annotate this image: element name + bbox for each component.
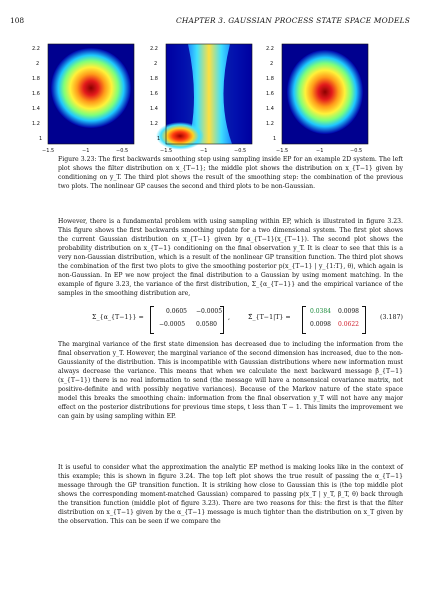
plot-left-svg bbox=[30, 40, 140, 158]
page-number: 108 bbox=[10, 16, 25, 25]
ytick: 2.2 bbox=[150, 46, 158, 52]
matrix-cell: 0.0605 bbox=[166, 308, 187, 315]
matrix-cell: −0.0005 bbox=[159, 321, 186, 328]
figure-caption: Figure 3.23: The first backwards smoothing step using sampling inside EP for an example 2D system. The left plot shows the filter distribution on x_{T−1}; the middle plot shows the distribution on x_{T−1} given by conditioning on y_T. The third plot shows the result of the smoothing step: the combination of the previous two plots. The nonlinear GP causes the second and third plots to be non-Gaussian. bbox=[58, 156, 403, 190]
matrix-cell: 0.0098 bbox=[310, 321, 331, 328]
equation-lhs-2: Σ̂_{T−1|T} = bbox=[248, 314, 291, 321]
matrix-cell-decreased: 0.0384 bbox=[310, 308, 331, 315]
paragraph-2: The marginal variance of the first state dimension has decreased due to including the information from the final observation y_T. However, the marginal variance of the second dimension has increased, due to the non-Gaussianity of the distribution. This is incompatible with Gaussian distributions where new information must always decrease the variance. This means that when we calculate the next backward message β_{T−1}(x_{T−1}) there is no real information to send (the message will have a nonsensical covariance matrix, not positive-definite and with possibly negative variances). Because of the Markov nature of the state space model this breaks the smoothing chain: information from the final observation y_T will not have any major effect on the posterior distributions for previous time steps, t less than T − 1. This limits the improvement we can gain by using sampling within EP. bbox=[58, 341, 403, 420]
ytick: 1.8 bbox=[266, 76, 274, 82]
equation-number: (3.187) bbox=[380, 314, 403, 321]
ytick: 1.2 bbox=[150, 121, 158, 127]
ytick: 1.6 bbox=[266, 91, 274, 97]
matrix-cell-increased: 0.0622 bbox=[338, 321, 359, 328]
equation-3-187 bbox=[58, 304, 403, 338]
ytick: 1.4 bbox=[266, 106, 274, 112]
ytick: 1.2 bbox=[32, 121, 40, 127]
equation-separator: , bbox=[228, 314, 231, 321]
matrix-cell: 0.0098 bbox=[338, 308, 359, 315]
matrix-cell: −0.0005 bbox=[196, 308, 223, 315]
ytick: 1.6 bbox=[32, 91, 40, 97]
matrix-2 bbox=[302, 306, 366, 332]
plot-left-density bbox=[51, 48, 131, 128]
ytick: 2 bbox=[36, 61, 40, 67]
ytick: 1.8 bbox=[32, 76, 40, 82]
plot-left bbox=[30, 40, 140, 170]
ytick: 1 bbox=[157, 136, 161, 142]
xtick: −1 bbox=[82, 148, 90, 154]
plot-right-density bbox=[287, 50, 363, 134]
chapter-title: CHAPTER 3. GAUSSIAN PROCESS STATE SPACE MODELS bbox=[176, 16, 410, 25]
xtick: −0.5 bbox=[350, 148, 363, 154]
plot-right-svg bbox=[264, 40, 374, 158]
ytick: 1 bbox=[39, 136, 43, 142]
xtick: −1.5 bbox=[276, 148, 289, 154]
ytick: 2 bbox=[270, 61, 274, 67]
xtick: −1 bbox=[200, 148, 208, 154]
xtick: −1.5 bbox=[160, 148, 173, 154]
paragraph-1: However, there is a fundamental problem with using sampling within EP, which is illustrated in figure 3.23. This figure shows the first backwards smoothing update for a two dimensional system. The first plot shows the current Gaussian distribution on x_{T−1} given by α_{T−1}(x_{T−1}). The second plot shows the probability distribution on x_{T−1} conditioning on the final observation y_T. It is clear to see that this is a very non-Gaussian distribution, which is a result of the nonlinear GP transition function. The third plot shows the combination of the first two plots to give the smoothing posterior p(x_{T−1} | y_{1:T}, θ), which again is non-Gaussian. In EP we now project the final distribution to a Gaussian by using moment matching. In the example of figure 3.23, the variance of the first distribution, Σ_{α_{T−1}} and the empirical variance of the samples in the smoothing distribution are, bbox=[58, 218, 403, 297]
ytick: 1 bbox=[273, 136, 277, 142]
running-header bbox=[10, 16, 410, 28]
ytick: 2.2 bbox=[266, 46, 274, 52]
paragraph-3: It is useful to consider what the approximation the analytic EP method is making looks like in the context of this example; this is shown in figure 3.24. The top left plot shows the true result of passing the α_{T−1} message through the GP transition function. It is striking how close to Gaussian this is (the top middle plot shows the corresponding moment-matched Gaussian) compared to passing p(x_T | y_T, β_T, θ) back through the transition function (middle plot of figure 3.23). There are two reasons for this: the first is that the filter distribution on x_{T−1} given by the α_{T−1} message is much tighter than the distribution on x_T given by the observation. This can be seen if we compare the bbox=[58, 464, 403, 525]
xtick: −0.5 bbox=[116, 148, 129, 154]
plot-middle bbox=[148, 40, 258, 170]
ytick: 1.4 bbox=[150, 106, 158, 112]
plot-right bbox=[264, 40, 374, 170]
matrix-cell: 0.0580 bbox=[196, 321, 217, 328]
ytick: 2.2 bbox=[32, 46, 40, 52]
ytick: 1.4 bbox=[32, 106, 40, 112]
ytick: 1.2 bbox=[266, 121, 274, 127]
ytick: 2 bbox=[154, 61, 158, 67]
matrix-1 bbox=[150, 306, 224, 332]
plot-middle-svg bbox=[148, 40, 258, 158]
plot-middle-peak bbox=[156, 122, 204, 150]
xtick: −1.5 bbox=[42, 148, 55, 154]
ytick: 1.6 bbox=[150, 91, 158, 97]
plot-middle-shadow-right bbox=[223, 44, 252, 144]
xtick: −0.5 bbox=[234, 148, 247, 154]
xtick: −1 bbox=[316, 148, 324, 154]
equation-lhs-1: Σ_{α_{T−1}} = bbox=[92, 314, 144, 321]
ytick: 1.8 bbox=[150, 76, 158, 82]
